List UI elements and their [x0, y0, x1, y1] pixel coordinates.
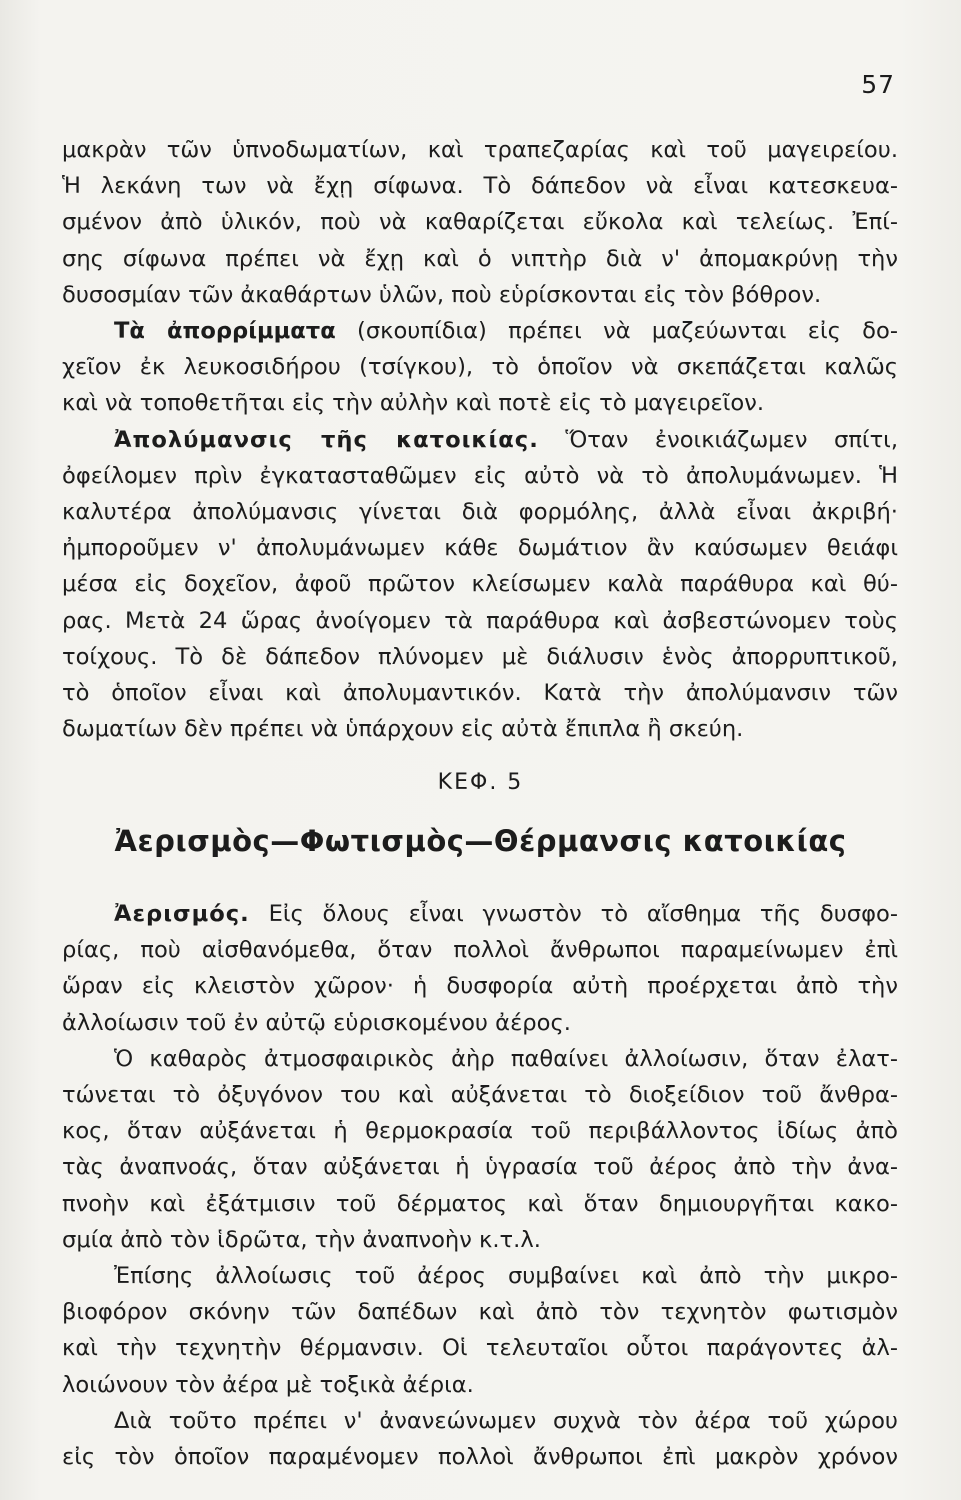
term-heading: Ἀπολύμανσις τῆς κατοικίας.: [114, 426, 539, 453]
text-line: [62, 896, 898, 932]
text-line: καλυτέρα ἀπολύμανσις γίνεται διὰ φορμόλης, ἀλλὰ εἶναι ἀκριβή·: [62, 499, 898, 526]
term-heading: Ἀερισμός.: [114, 901, 250, 927]
text-span: (σκουπίδια) πρέπει νὰ μαζεύωνται εἰς δο-: [335, 318, 898, 345]
text-line: σης σίφωνα πρέπει νὰ ἔχῃ καὶ ὁ νιπτὴρ διὰ ν' ἀπομακρύνῃ τὴν: [62, 245, 898, 272]
text-line: δυσοσμίαν τῶν ἀκαθάρτων ὑλῶν, ποὺ εὑρίσκονται εἰς τὸν βόθρον.: [62, 281, 822, 308]
text-line: μακρὰν τῶν ὑπνοδωματίων, καὶ τραπεζαρίας καὶ τοῦ μαγειρείου.: [62, 137, 898, 163]
text-line: σμένον ἀπὸ ὑλικόν, ποὺ νὰ καθαρίζεται εὔκολα καὶ τελείως. Ἐπί-: [62, 209, 898, 236]
text-span: Εἰς ὅλους εἶναι γνωστὸν τὸ αἴσθημα τῆς δυσφο-: [249, 901, 898, 927]
chapter-title: Ἀερισμὸς—Φωτισμὸς—Θέρμανσις κατοικίας: [114, 824, 847, 858]
text-line: Ἡ λεκάνη των νὰ ἔχῃ σίφωνα. Τὸ δάπεδον νὰ εἶναι κατεσκευα-: [62, 173, 898, 200]
text-line: τώνεται τὸ ὀξυγόνον του καὶ αὐξάνεται τὸ διοξείδιον τοῦ ἄνθρα-: [62, 1082, 898, 1109]
text-line: ρίας, ποὺ αἰσθανόμεθα, ὅταν πολλοὶ ἄνθρωποι παραμείνωμεν ἐπὶ: [62, 937, 898, 964]
text-line: τὰς ἀναπνοάς, ὅταν αὐξάνεται ἡ ὑγρασία τοῦ ἀέρος ἀπὸ τὴν ἀνα-: [62, 1154, 898, 1181]
text-line: σμία ἀπὸ τὸν ἱδρῶτα, τὴν ἀναπνοὴν κ.τ.λ.: [62, 1226, 541, 1253]
text-block-bottom: [62, 896, 898, 1475]
text-line: μέσα εἰς δοχεῖον, ἀφοῦ πρῶτον κλείσωμεν καλὰ παράθυρα καὶ θύ-: [62, 571, 898, 598]
text-line: βιοφόρον σκόνην τῶν δαπέδων καὶ ἀπὸ τὸν τεχνητὸν φωτισμὸν: [62, 1299, 898, 1326]
text-line: ἠμποροῦμεν ν' ἀπολυμάνωμεν κάθε δωμάτιον ἂν καύσωμεν θειάφι: [62, 535, 898, 562]
text-line: τὸ ὁποῖον εἶναι καὶ ἀπολυμαντικόν. Κατὰ τὴν ἀπολύμανσιν τῶν: [62, 680, 898, 707]
text-line: καὶ τὴν τεχνητὴν θέρμανσιν. Οἱ τελευταῖοι οὗτοι παράγοντες ἀλ-: [62, 1335, 898, 1362]
text-line: ὀφείλομεν πρὶν ἐγκατασταθῶμεν εἰς αὐτὸ νὰ τὸ ἀπολυμάνωμεν. Ἡ: [62, 462, 898, 489]
text-line: τοίχους. Τὸ δὲ δάπεδον πλύνομεν μὲ διάλυσιν ἑνὸς ἀπορρυπτικοῦ,: [62, 643, 898, 670]
text-line: χεῖον ἐκ λευκοσιδήρου (τσίγκου), τὸ ὁποῖον νὰ σκεπάζεται καλῶς: [62, 354, 898, 381]
text-line: [62, 313, 898, 349]
text-line: ρας. Μετὰ 24 ὥρας ἀνοίγομεν τὰ παράθυρα καὶ ἀσβεστώνομεν τοὺς: [62, 607, 898, 634]
text-line: εἰς τὸν ὁποῖον παραμένομεν πολλοὶ ἄνθρωποι ἐπὶ μακρὸν χρόνον: [62, 1444, 898, 1471]
text-line: καὶ νὰ τοποθετῆται εἰς τὴν αὐλὴν καὶ ποτὲ εἰς τὸ μαγειρεῖον.: [62, 390, 765, 417]
text-line: ὥραν εἰς κλειστὸν χῶρον· ἡ δυσφορία αὐτὴ προέρχεται ἀπὸ τὴν: [62, 973, 898, 1000]
term-heading: Τὰ ἀπορρίμματα: [114, 318, 336, 345]
text-line: Ἐπίσης ἀλλοίωσις τοῦ ἀέρος συμβαίνει καὶ ἀπὸ τὴν μικρο-: [114, 1263, 898, 1290]
text-line: λοιώνουν τὸν ἀέρα μὲ τοξικὰ ἀέρια.: [62, 1371, 474, 1398]
page-number: 57: [861, 70, 895, 99]
text-line: δωματίων δὲν πρέπει νὰ ὑπάρχουν εἰς αὐτὰ ἔπιπλα ἢ σκεύη.: [62, 716, 744, 743]
text-line: Ὁ καθαρὸς ἀτμοσφαιρικὸς ἀὴρ παθαίνει ἀλλοίωσιν, ὅταν ἐλατ-: [114, 1045, 898, 1072]
text-line: κος, ὅταν αὐξάνεται ἡ θερμοκρασία τοῦ περιβάλλοντος ἰδίως ἀπὸ: [62, 1118, 898, 1145]
text-line: πνοὴν καὶ ἐξάτμισιν τοῦ δέρματος καὶ ὅταν δημιουργῆται κακο-: [62, 1190, 898, 1217]
text-line: ἀλλοίωσιν τοῦ ἐν αὐτῷ εὑρισκομένου ἀέρος.: [62, 1009, 571, 1036]
text-line: [62, 422, 898, 458]
chapter-number: ΚΕΦ. 5: [437, 770, 524, 795]
text-span: Ὅταν ἐνοικιάζωμεν σπίτι,: [538, 426, 898, 453]
text-block-top: [62, 132, 898, 747]
text-line: Διὰ τοῦτο πρέπει ν' ἀνανεώνωμεν συχνὰ τὸν ἀέρα τοῦ χώρου: [114, 1407, 898, 1434]
